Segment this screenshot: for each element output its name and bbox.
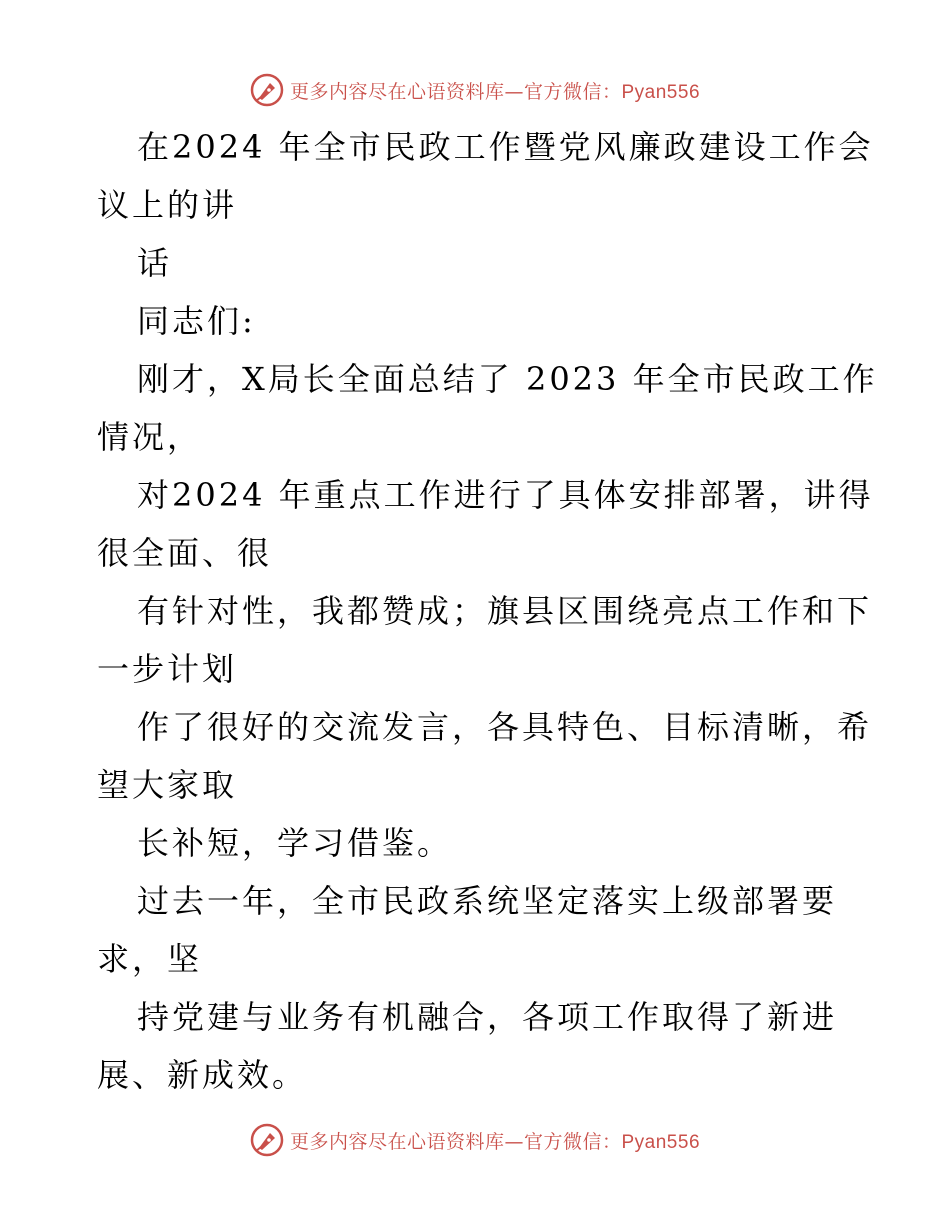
text-line: 过去一年，全市民政系统坚定落实上级部署要 xyxy=(137,882,838,920)
watermark-separator: — xyxy=(504,1130,524,1153)
text-line: 很全面、很 xyxy=(97,534,273,572)
header-watermark xyxy=(0,70,950,110)
fountain-pen-nib-icon xyxy=(250,73,284,107)
watermark-text xyxy=(290,1127,700,1154)
text-line: 求，坚 xyxy=(97,940,203,978)
text-line: 长补短，学习借鉴。 xyxy=(137,824,453,862)
watermark-wechat-label: 官方微信： xyxy=(523,80,622,103)
text-line: 有针对性，我都赞成；旗县区围绕亮点工作和下 xyxy=(137,592,873,630)
text-line: 一步计划 xyxy=(97,650,238,688)
text-line: 望大家取 xyxy=(97,766,238,804)
text-line: 对2024 年重点工作进行了具体安排部署，讲得 xyxy=(137,476,874,514)
text-line: 刚才，X局长全面总结了 2023 年全市民政工作 xyxy=(137,360,878,398)
text-line: 议上的讲 xyxy=(97,186,238,224)
text-line: 作了很好的交流发言，各具特色、目标清晰，希 xyxy=(137,708,873,746)
footer-watermark xyxy=(0,1120,950,1160)
watermark-wechat-id: Pyan556 xyxy=(621,81,701,103)
watermark-site-name: 更多内容尽在心语资料库 xyxy=(289,1130,505,1153)
watermark-site-name: 更多内容尽在心语资料库 xyxy=(289,80,505,103)
watermark-text xyxy=(290,77,700,104)
text-line: 展、新成效。 xyxy=(97,1056,308,1094)
text-line: 情况， xyxy=(97,418,203,456)
text-line: 话 xyxy=(137,244,173,282)
text-line: 在2024 年全市民政工作暨党风廉政建设工作会 xyxy=(137,128,874,166)
watermark-separator: — xyxy=(504,80,524,103)
fountain-pen-nib-icon xyxy=(250,1123,284,1157)
text-line: 同志们: xyxy=(137,302,256,340)
document-body xyxy=(97,118,878,1104)
watermark-wechat-label: 官方微信： xyxy=(523,1130,622,1153)
watermark-wechat-id: Pyan556 xyxy=(621,1131,701,1153)
text-line: 持党建与业务有机融合，各项工作取得了新进 xyxy=(137,998,838,1036)
